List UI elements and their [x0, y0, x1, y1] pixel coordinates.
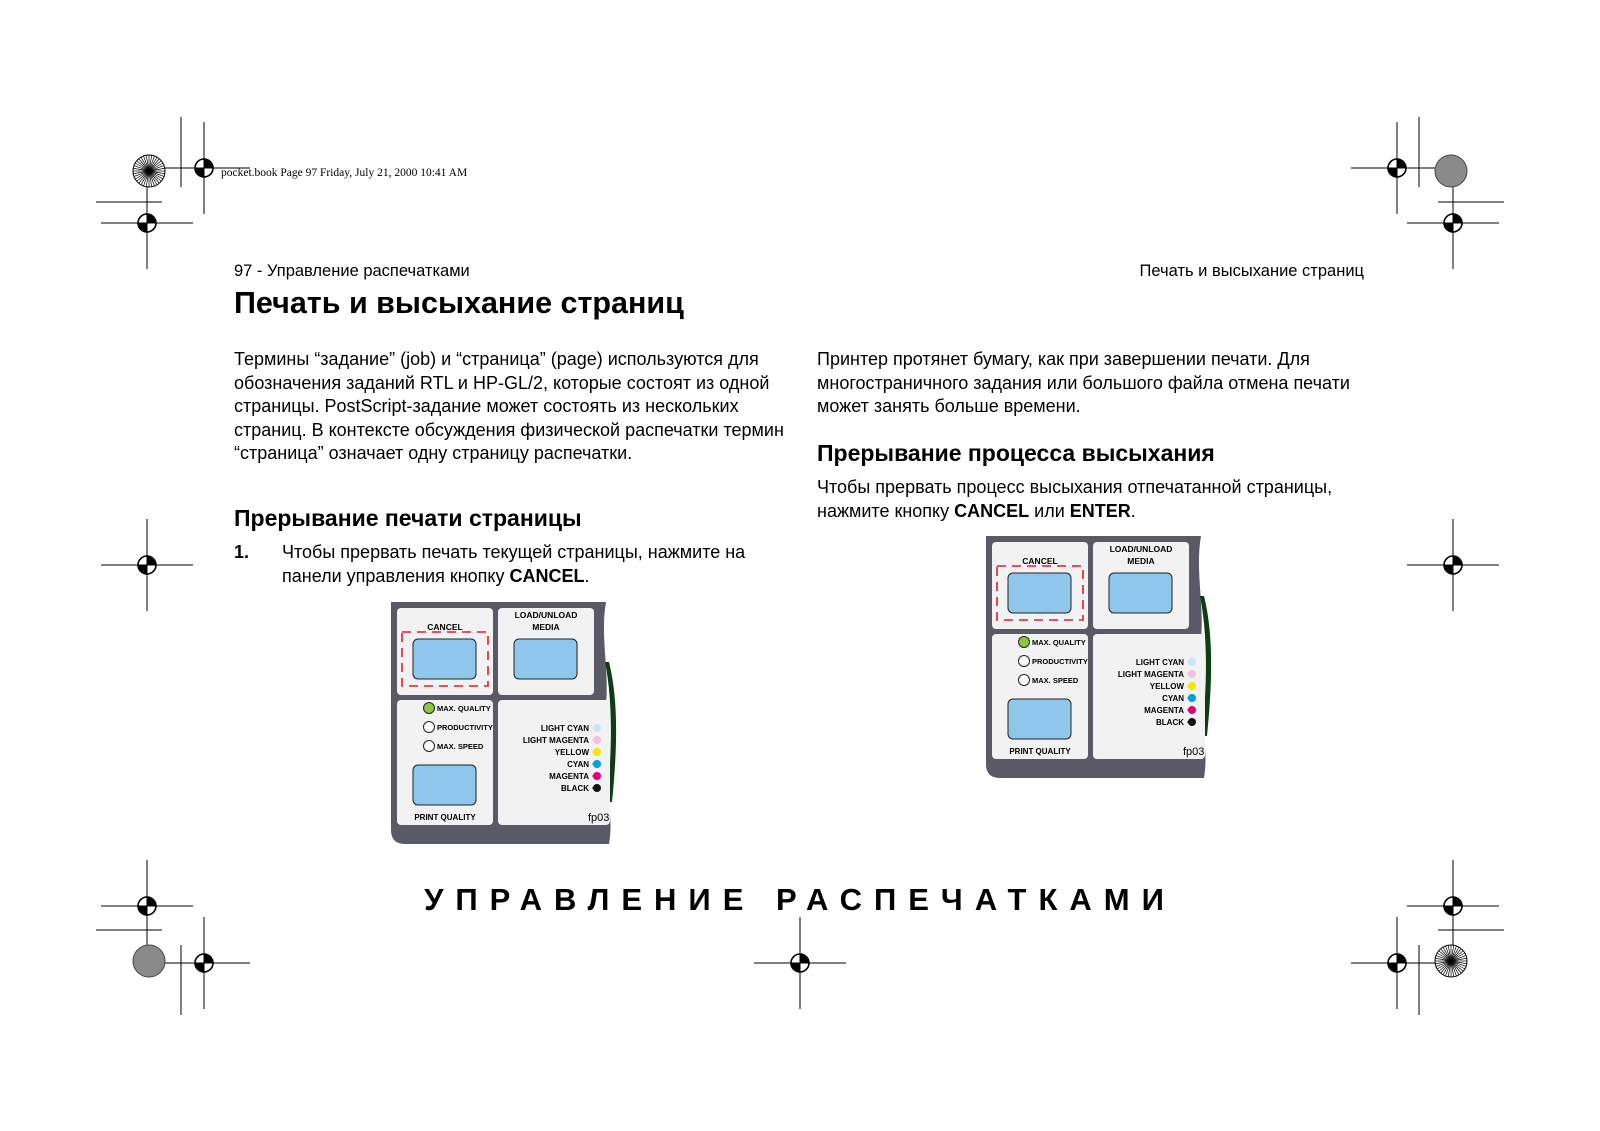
- ink-name: YELLOW: [1149, 682, 1184, 691]
- ink-name: MAGENTA: [1144, 706, 1184, 715]
- ink-name: BLACK: [1156, 718, 1184, 727]
- quality-option: MAX. QUALITY: [437, 704, 491, 713]
- ink-name: LIGHT MAGENTA: [1117, 670, 1184, 679]
- ink-name: LIGHT MAGENTA: [522, 736, 589, 745]
- intro-text: Термины “задание” (job) и “страница” (page) используются для обозначения заданий RTL и HP-GL/2, которые состоят из одной страницы. PostScript-задание может состоять из нескольких страниц. В контексте обсуждения физической распечатки термин “страница” означает одну страницу распечатки.: [234, 349, 784, 463]
- cancel-label: CANCEL: [427, 622, 463, 632]
- left-intro-paragraph: [234, 348, 787, 466]
- step-text-before: Чтобы прервать печать текущей страницы, нажмите на панели управления кнопку: [282, 542, 746, 586]
- ink-name: CYAN: [567, 760, 589, 769]
- cancel-button[interactable]: [1008, 573, 1071, 613]
- cancel-button[interactable]: [413, 639, 476, 679]
- running-header-right: Печать и высыхание страниц: [1139, 262, 1364, 280]
- ink-pane: [498, 700, 610, 825]
- ink-name: YELLOW: [554, 748, 589, 757]
- print-quality-button[interactable]: [1008, 699, 1071, 739]
- print-slug: pocket.book Page 97 Friday, July 21, 2000 10:41 AM: [221, 167, 468, 179]
- ink-pane: [1093, 634, 1205, 759]
- quality-option: MAX. SPEED: [1032, 676, 1079, 685]
- drying-text-before: Чтобы прервать процесс высыхания отпечатанной страницы, нажмите кнопку: [817, 477, 1333, 521]
- control-panel-figure-left: [391, 602, 631, 849]
- figure-id: fp03: [1183, 746, 1205, 758]
- page-title: Печать и высыхание страниц: [234, 286, 684, 320]
- cancel-key-label: CANCEL: [954, 500, 1030, 521]
- drying-text-middle: или: [1029, 500, 1070, 521]
- ink-name: CYAN: [1162, 694, 1184, 703]
- quality-option: PRODUCTIVITY: [1032, 657, 1088, 666]
- right-intro-paragraph: [817, 348, 1372, 419]
- quality-option: MAX. SPEED: [437, 742, 484, 751]
- load-label-2: MEDIA: [532, 622, 560, 632]
- load-label: LOAD/UNLOAD: [1109, 544, 1173, 554]
- quality-led: [1019, 637, 1030, 648]
- quality-led: [1019, 675, 1030, 686]
- chapter-footer: УПРАВЛЕНИЕ РАСПЕЧАТКАМИ: [424, 882, 1176, 917]
- print-quality-label: PRINT QUALITY: [414, 813, 476, 822]
- quality-led: [424, 741, 435, 752]
- step-text: [282, 541, 782, 588]
- quality-led: [1019, 656, 1030, 667]
- quality-led: [424, 703, 435, 714]
- figure-id: fp03: [588, 812, 610, 824]
- cancel-key-label: CANCEL: [509, 565, 585, 586]
- quality-pane: [397, 700, 493, 825]
- print-quality-label: PRINT QUALITY: [1009, 747, 1071, 756]
- step-1: [234, 541, 794, 591]
- load-unload-button[interactable]: [1109, 573, 1172, 613]
- control-panel-figure-right: [986, 536, 1226, 783]
- running-header-left: 97 - Управление распечатками: [234, 262, 470, 280]
- quality-pane: [992, 634, 1088, 759]
- step-number: 1.: [234, 542, 250, 562]
- load-label: LOAD/UNLOAD: [514, 610, 578, 620]
- step-text-after: .: [584, 565, 590, 586]
- load-unload-button[interactable]: [514, 639, 577, 679]
- quality-option: MAX. QUALITY: [1032, 638, 1086, 647]
- quality-option: PRODUCTIVITY: [437, 723, 493, 732]
- cancel-label: CANCEL: [1022, 556, 1058, 566]
- ink-name: LIGHT CYAN: [1135, 658, 1184, 667]
- print-quality-button[interactable]: [413, 765, 476, 805]
- enter-key-label: ENTER: [1069, 500, 1131, 521]
- section-heading-interrupt-print: Прерывание печати страницы: [234, 505, 582, 531]
- load-label-2: MEDIA: [1127, 556, 1155, 566]
- ink-name: LIGHT CYAN: [540, 724, 589, 733]
- ink-name: BLACK: [561, 784, 589, 793]
- drying-text: [817, 476, 1337, 523]
- section-heading-interrupt-drying: Прерывание процесса высыхания: [817, 440, 1215, 466]
- drying-instructions: [817, 476, 1337, 523]
- quality-led: [424, 722, 435, 733]
- right-intro-text: Принтер протянет бумагу, как при завершении печати. Для многостраничного задания или большого файла отмена печати может занять больше времени.: [817, 349, 1350, 416]
- drying-text-after: .: [1130, 500, 1136, 521]
- ink-name: MAGENTA: [549, 772, 589, 781]
